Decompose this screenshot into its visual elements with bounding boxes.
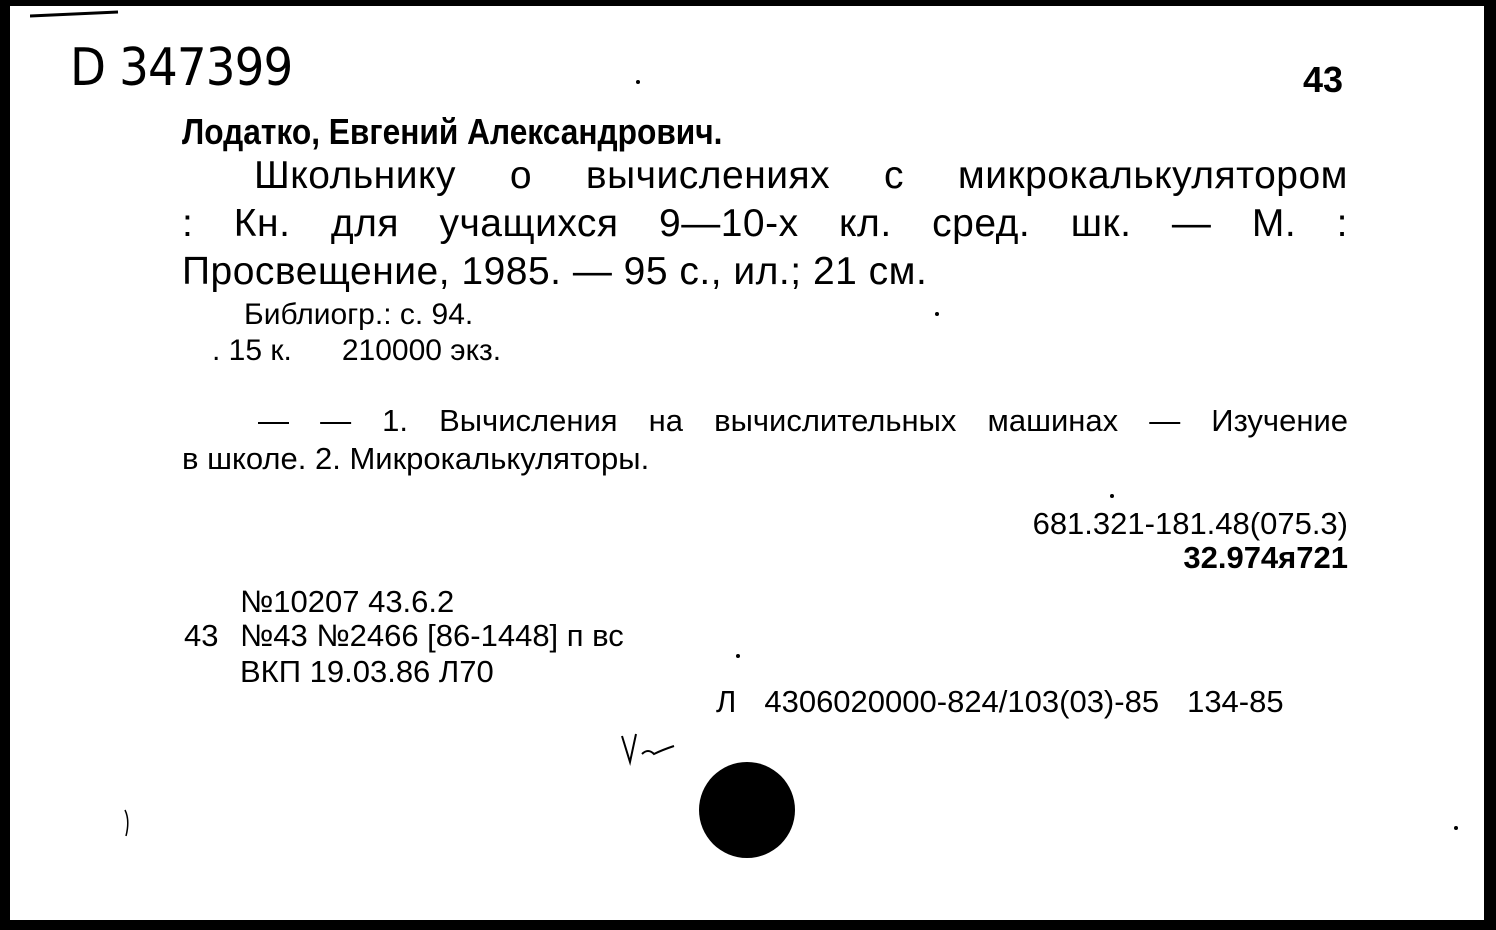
bibliography-note: Библиогр.: с. 94. (244, 298, 474, 331)
service-line-2-text: №43 №2466 [86-1448] п вс (240, 618, 624, 653)
print-run: 210000 экз. (341, 334, 502, 367)
punched-hole (699, 762, 795, 858)
title-description (182, 152, 1348, 296)
service-prefix: 43 (184, 618, 219, 653)
publisher-code (716, 686, 1284, 717)
price: . 15 к. (212, 334, 292, 367)
publisher-code-value: 4306020000-824/103(03)-85 (764, 684, 1160, 719)
subject-line: — — 1. Вычисления на вычислительных машинах — Изучение (258, 403, 1348, 438)
speck (736, 654, 740, 658)
publisher-code-letter: Л (716, 684, 737, 719)
subject-headings (182, 402, 1348, 478)
service-line-3: ВКП 19.03.86 Л70 (240, 654, 494, 689)
subject-line: в школе. 2. Микрокалькуляторы. (182, 441, 650, 476)
card-number: 43 (1303, 59, 1344, 100)
title-line: Школьнику о вычислениях с микрокалькулятором (254, 154, 1348, 197)
title-line: : Кн. для учащихся 9—10-х кл. сред. шк. — М. : (182, 202, 1348, 245)
scratch-mark (30, 10, 120, 18)
speck (935, 312, 939, 316)
publisher-code-number: 134-85 (1187, 684, 1284, 719)
handwritten-check-mark (618, 728, 688, 768)
service-line-1: №10207 43.6.2 (240, 584, 455, 619)
speck (1454, 826, 1458, 830)
udc-index: 681.321-181.48(075.3) (1032, 506, 1348, 541)
bbk-index: 32.974я721 (1183, 540, 1348, 575)
title-line: Просвещение, 1985. — 95 с., ил.; 21 см. (182, 250, 928, 293)
price-print-run (212, 336, 501, 366)
author-heading: Лодатко, Евгений Александрович. (182, 111, 723, 152)
call-number: D 347399 (70, 38, 293, 98)
speck (1110, 494, 1114, 498)
speck (636, 80, 640, 84)
edge-mark (122, 808, 132, 838)
service-line-2 (184, 620, 624, 651)
